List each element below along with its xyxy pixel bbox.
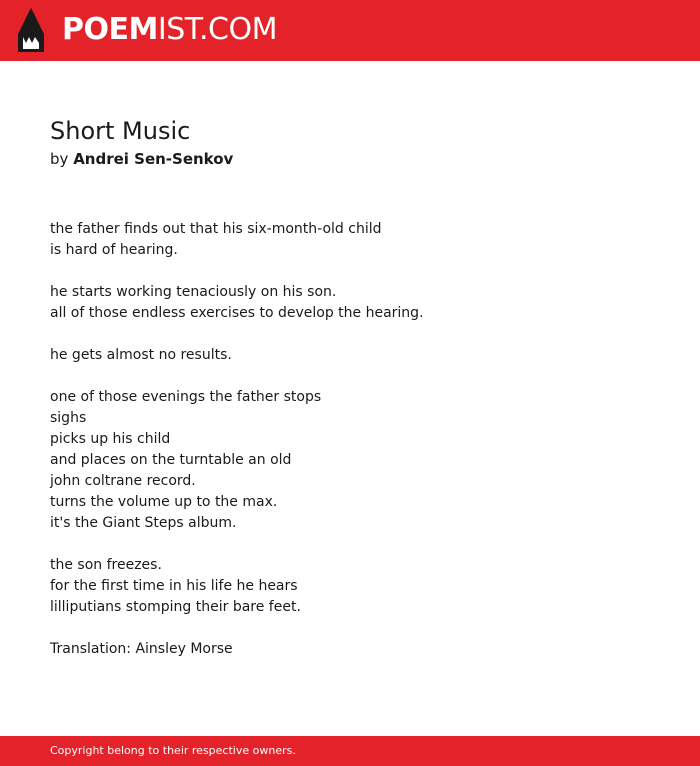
poem-line: Translation: Ainsley Morse: [50, 641, 233, 657]
poem-body: [50, 219, 650, 681]
wordmark-bold: POEM: [62, 12, 158, 47]
poem-line: the father finds out that his six-month-old child: [50, 221, 382, 237]
poem-line: picks up his child: [50, 431, 171, 447]
pencil-icon: [18, 8, 44, 52]
poem-stanza: [50, 387, 650, 534]
poem-line: the son freezes.: [50, 557, 162, 573]
poem-line: all of those endless exercises to develop the hearing.: [50, 305, 424, 321]
poem-line: john coltrane record.: [50, 473, 196, 489]
poem-line: for the first time in his life he hears: [50, 578, 298, 594]
site-wordmark: [62, 8, 277, 52]
byline: [50, 149, 650, 169]
poem-line: turns the volume up to the max.: [50, 494, 278, 510]
poem-stanza: [50, 345, 650, 366]
poem-title: Short Music: [50, 117, 191, 145]
poem-heading: [50, 112, 650, 169]
poem-line: lilliputians stomping their bare feet.: [50, 599, 301, 615]
poem-line: he starts working tenaciously on his son.: [50, 284, 337, 300]
poem-stanza: [50, 282, 650, 324]
byline-label: by: [50, 150, 69, 168]
site-logo-link[interactable]: [18, 8, 277, 52]
poem-line: is hard of hearing.: [50, 242, 178, 258]
poem-stanza: [50, 555, 650, 618]
poem-line: he gets almost no results.: [50, 347, 232, 363]
poem-stanza: [50, 219, 650, 261]
author-name: Andrei Sen-Senkov: [73, 150, 234, 168]
site-footer: [0, 736, 700, 766]
poem-line: it's the Giant Steps album.: [50, 515, 237, 531]
wordmark-light: IST.COM: [157, 12, 277, 47]
poem-line: and places on the turntable an old: [50, 452, 292, 468]
poem-stanza: [50, 639, 650, 660]
site-header: [0, 0, 700, 61]
poem-line: sighs: [50, 410, 87, 426]
copyright-text: Copyright belong to their respective owners.: [50, 744, 296, 757]
poem-line: one of those evenings the father stops: [50, 389, 322, 405]
